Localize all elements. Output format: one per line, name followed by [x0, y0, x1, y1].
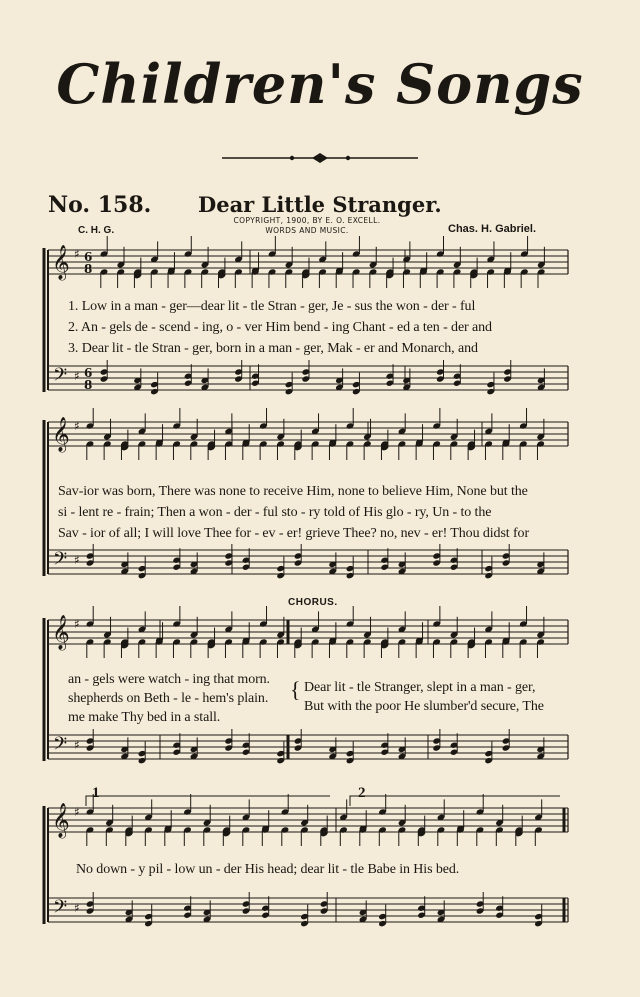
- chorus-label: CHORUS.: [288, 597, 338, 608]
- time-signature: 6: [84, 250, 93, 264]
- lyric-verse-2-line-2: si - lent re - frain; Then a won - der - ful sto - ry told of His glo - ry, Un - to the: [58, 505, 492, 520]
- lyric-verse-3-line-2: Sav - ior of all; I will love Thee for - ev - er! grieve Thee? no, nev - er! Thou didst for: [58, 526, 530, 541]
- lyric-final-line: No down - y pil - low un - der His head; dear lit - tle Babe in His bed.: [76, 862, 460, 877]
- lyric-verse-1-line-2: Sav-ior was born, There was none to receive Him, none to believe Him, None but the: [58, 484, 528, 499]
- author-initials: C. H. G.: [78, 225, 115, 236]
- sharp-sign: ♯: [74, 247, 80, 261]
- hymn-title: Dear Little Stranger.: [198, 192, 442, 217]
- composer-name: Chas. H. Gabriel.: [448, 223, 537, 235]
- time-signature: 6: [84, 366, 93, 380]
- sharp-sign: ♯: [74, 738, 80, 752]
- credits-line: WORDS AND MUSIC.: [265, 226, 349, 235]
- lyric-chorus-line-1: Dear lit - tle Stranger, slept in a man - ger,: [304, 680, 536, 695]
- treble-clef: 𝄞: [52, 417, 70, 452]
- sharp-sign: ♯: [74, 805, 80, 819]
- treble-clef: 𝄞: [52, 245, 70, 280]
- bass-clef: 𝄢: [53, 734, 68, 759]
- sharp-sign: ♯: [74, 553, 80, 567]
- hymn-number: No. 158.: [48, 192, 152, 218]
- lyric-verse-2-line-1: 2. An - gels de - scend - ing, o - ver Him bend - ing Chant - ed a ten - der and: [68, 320, 492, 335]
- section-title: Children's Songs: [56, 52, 584, 116]
- lyric-chorus-line-2: But with the poor He slumber'd secure, The: [304, 699, 544, 714]
- copyright-line: COPYRIGHT, 1900, BY E. O. EXCELL.: [233, 216, 381, 225]
- lyric-verse-2-line-3: shepherds on Beth - le - hem's plain.: [68, 691, 269, 706]
- sharp-sign: ♯: [74, 369, 80, 383]
- lyric-verse-3-line-3: me make Thy bed in a stall.: [68, 710, 221, 725]
- sharp-sign: ♯: [74, 901, 80, 915]
- treble-clef: 𝄞: [52, 615, 70, 650]
- time-signature: 8: [84, 262, 93, 276]
- second-ending-number: 2: [358, 785, 366, 801]
- second-ending-bracket: [350, 796, 560, 806]
- treble-clef: 𝄞: [52, 803, 70, 838]
- first-ending-number: 1: [92, 785, 100, 801]
- bass-clef: 𝄢: [53, 549, 68, 574]
- bass-clef: 𝄢: [53, 365, 68, 390]
- lyric-verse-1-line-1: 1. Low in a man - ger—dear lit - tle Stran - ger, Je - sus the won - der - ful: [68, 299, 476, 314]
- chorus-brace: {: [290, 677, 301, 702]
- sharp-sign: ♯: [74, 617, 80, 631]
- sharp-sign: ♯: [74, 419, 80, 433]
- first-ending-bracket: [86, 796, 330, 806]
- time-signature: 8: [84, 378, 93, 392]
- lyric-verse-1-line-3: an - gels were watch - ing that morn.: [68, 672, 270, 687]
- bass-clef: 𝄢: [53, 897, 68, 922]
- lyric-verse-3-line-1: 3. Dear lit - tle Stran - ger, born in a man - ger, Mak - er and Monarch, and: [68, 341, 478, 356]
